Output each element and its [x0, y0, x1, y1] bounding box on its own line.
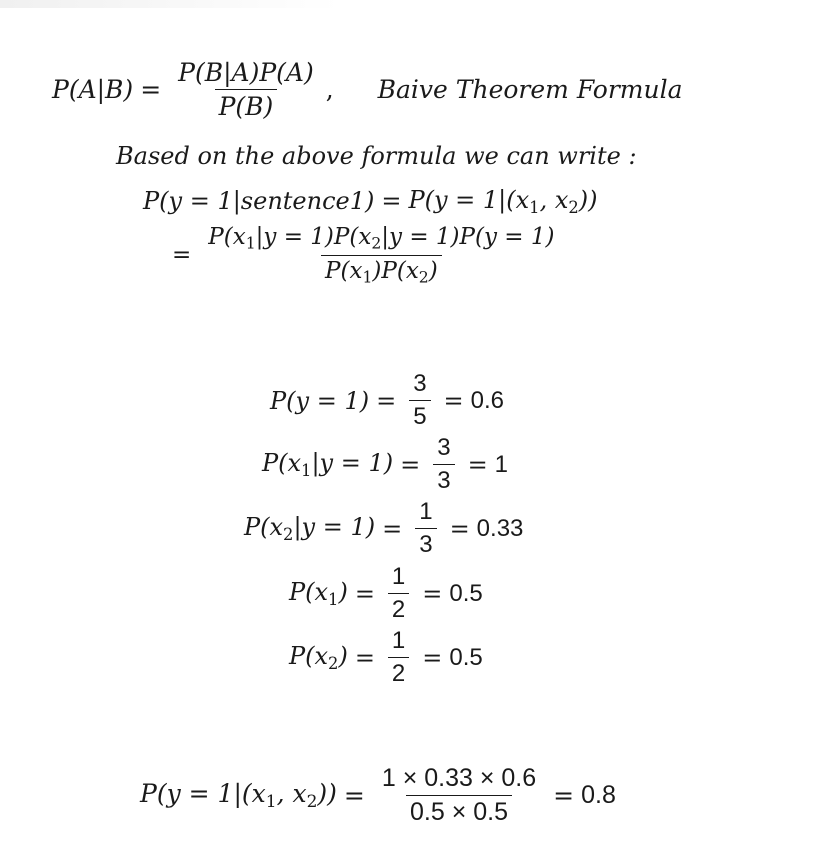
final-computation	[140, 764, 616, 827]
equals-sign: =	[381, 187, 402, 216]
derivation-line-1	[143, 186, 597, 217]
derivation-fraction	[204, 224, 558, 286]
fraction-denominator: 5	[409, 400, 430, 431]
equals-sign: =	[422, 579, 443, 608]
fraction-denominator: 2	[388, 657, 409, 688]
equals-sign: =	[354, 643, 375, 672]
probability-label: $P(x_2|y = 1)$	[244, 513, 376, 544]
fraction-denominator: 3	[433, 464, 454, 495]
probability-row	[289, 563, 483, 624]
equals-sign: =	[449, 514, 470, 543]
equals-sign: =	[354, 579, 375, 608]
fraction-denominator: 3	[415, 528, 436, 559]
equals-sign: =	[553, 781, 575, 810]
probability-fraction	[388, 563, 409, 624]
bayes-lhs: P(A|B)	[52, 75, 134, 104]
probability-fraction	[409, 370, 430, 431]
probability-row	[289, 627, 483, 688]
probability-row	[270, 370, 504, 431]
fraction-numerator: 3	[413, 370, 427, 397]
equals-sign: =	[467, 450, 488, 479]
equals-sign: =	[172, 242, 192, 269]
equals-sign: =	[382, 514, 403, 543]
equals-sign: =	[443, 386, 464, 415]
equals-sign: =	[376, 386, 397, 415]
bayes-denominator: P(B)	[215, 89, 278, 121]
fraction-numerator: 1	[391, 563, 406, 590]
bayes-numerator: P(B|A)P(A)	[178, 58, 314, 87]
probability-label: $P(x_2)$	[289, 642, 348, 673]
probability-fraction	[433, 434, 454, 495]
probability-label: $P(x_1|y = 1)$	[262, 449, 394, 480]
derivation-denominator: $P(x_1)P(x_2)$	[321, 255, 442, 287]
probability-row	[262, 434, 508, 495]
top-edge-shadow	[0, 0, 340, 8]
derivation-lhs: P(y = 1|sentence1)	[143, 187, 375, 216]
final-denominator: 0.5 × 0.5	[406, 795, 512, 827]
equals-sign: =	[400, 450, 421, 479]
comma: ,	[325, 75, 334, 104]
probability-row	[244, 498, 523, 559]
final-lhs: $P(y = 1|(x_1$, $x_2$))	[140, 778, 337, 813]
intro-text: Based on the above formula we can write :	[116, 142, 637, 170]
equals-sign: =	[422, 643, 443, 672]
probability-label: $P(x_1)$	[289, 578, 348, 609]
probability-result: 0.5	[449, 579, 483, 607]
final-numerator: 1 × 0.33 × 0.6	[381, 764, 537, 792]
probability-fraction	[415, 498, 436, 559]
derivation-line-2	[165, 224, 564, 286]
fraction-denominator: 2	[388, 593, 409, 624]
final-result: 0.8	[581, 781, 616, 809]
formula-name: Baive Theorem Formula	[377, 75, 683, 104]
derivation-rhs: $P(y = 1|(x_1$, $x_2$))	[408, 186, 598, 217]
final-fraction	[378, 764, 540, 827]
probability-result: 0.6	[470, 386, 505, 414]
fraction-numerator: 3	[437, 434, 451, 461]
equals-sign: =	[140, 75, 162, 104]
fraction-numerator: 1	[391, 627, 406, 654]
probability-result: 0.5	[449, 643, 483, 671]
fraction-numerator: 1	[419, 498, 433, 525]
bayes-formula	[52, 58, 683, 121]
equals-sign: =	[343, 781, 365, 810]
probability-result: 1	[494, 450, 509, 478]
probability-result: 0.33	[476, 514, 524, 542]
bayes-fraction	[174, 58, 318, 121]
derivation-numerator: $P(x_1|y = 1)P(x_2|y = 1)P(y = 1)$	[208, 224, 555, 253]
probability-label: P(y = 1)	[270, 386, 370, 415]
probability-fraction	[388, 627, 409, 688]
